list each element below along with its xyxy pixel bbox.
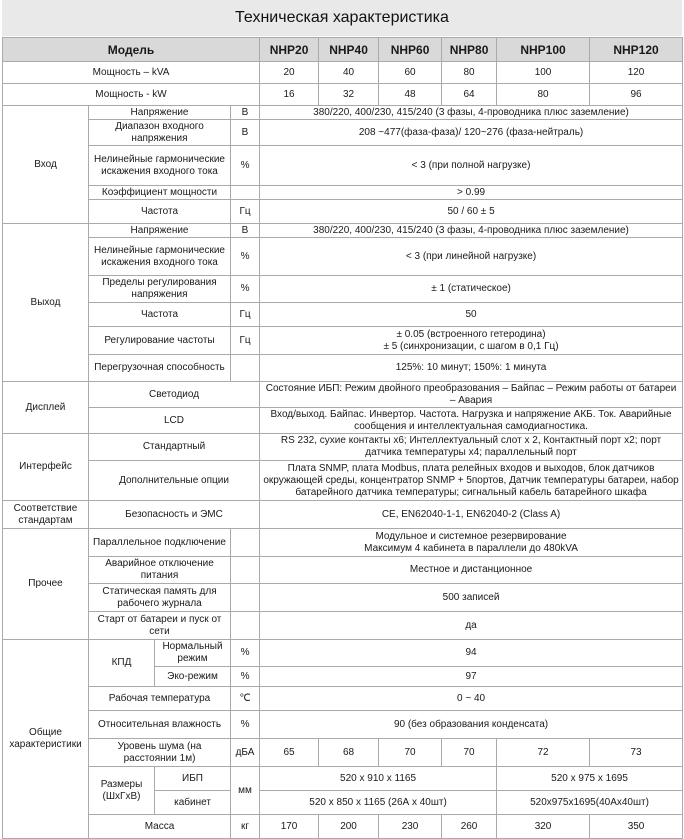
row-label: Перегрузочная способность — [89, 355, 231, 382]
value: 125%: 10 минут; 150%: 1 минута — [260, 355, 683, 382]
sub-label: ИБП — [155, 767, 231, 791]
value: 380/220, 400/230, 415/240 (3 фазы, 4-проводника плюс заземление) — [260, 224, 683, 238]
cell: 80 — [497, 84, 590, 106]
cell: 120 — [590, 62, 683, 84]
model-header: Модель — [3, 38, 260, 62]
row-label: Мощность - kW — [3, 84, 260, 106]
unit: Гц — [231, 200, 260, 224]
value: 90 (без образования конденсата) — [260, 711, 683, 739]
cell: 170 — [260, 815, 319, 839]
cell: 60 — [379, 62, 442, 84]
model-col: NHP20 — [260, 38, 319, 62]
value-line: Модульное и системное резервирование — [375, 530, 567, 542]
unit: Гц — [231, 327, 260, 355]
unit: % — [231, 276, 260, 303]
table-row — [3, 640, 683, 667]
unit: % — [231, 146, 260, 186]
value: ± 1 (статическое) — [260, 276, 683, 303]
value: 380/220, 400/230, 415/240 (3 фазы, 4-проводника плюс заземление) — [260, 106, 683, 120]
value: CE, EN62040-1-1, EN62040-2 (Class A) — [260, 501, 683, 529]
row-label: Диапазон входного напряжения — [89, 120, 231, 146]
table-row — [3, 120, 683, 146]
row-label: Параллельное подключение — [89, 529, 231, 557]
group-label-output: Выход — [3, 224, 89, 382]
unit — [231, 584, 260, 612]
group-label-standards: Соответствие стандартам — [3, 501, 89, 529]
row-label: Светодиод — [89, 382, 260, 408]
table-row — [3, 612, 683, 640]
cell: 350 — [590, 815, 683, 839]
cell: 32 — [319, 84, 379, 106]
group-label-other: Прочее — [3, 529, 89, 640]
sub-label: Нормальный режим — [155, 640, 231, 667]
value: 520 x 975 x 1695 — [497, 767, 683, 791]
row-label: Безопасность и ЭМС — [89, 501, 260, 529]
value-line: Максимум 4 кабинета в параллели до 480kVA — [364, 542, 578, 554]
unit — [231, 529, 260, 557]
unit — [231, 186, 260, 200]
value: да — [260, 612, 683, 640]
row-label: Стандартный — [89, 434, 260, 461]
row-label: Статическая память для рабочего журнала — [89, 584, 231, 612]
model-col: NHP80 — [442, 38, 497, 62]
cell: 73 — [590, 739, 683, 767]
unit: Гц — [231, 303, 260, 327]
group-label-general: Общие характеристики — [3, 640, 89, 839]
unit: % — [231, 640, 260, 667]
table-row — [3, 501, 683, 529]
table-row — [3, 461, 683, 501]
cell: 96 — [590, 84, 683, 106]
row-label: Частота — [89, 200, 231, 224]
cell: 100 — [497, 62, 590, 84]
table-row — [3, 276, 683, 303]
value: Плата SNMP, плата Modbus, плата релейных входов и выходов, блок датчиков окружающей среды, концентратор SNMP + 5портов, Датчик температуры батареи, набор батарейного датчика температуры; сигнальный кабель батарейного шкафа — [260, 461, 683, 501]
unit: мм — [231, 767, 260, 815]
table-row — [3, 327, 683, 355]
value: Вход/выход. Байпас. Инвертор. Частота. Нагрузка и напряжение АКБ. Ток. Аварийные сообщения и интеллектуальная самодиагностика. — [260, 408, 683, 434]
table-row — [3, 434, 683, 461]
cell: 20 — [260, 62, 319, 84]
cell: 16 — [260, 84, 319, 106]
cell: 64 — [442, 84, 497, 106]
value: Местное и дистанционное — [260, 557, 683, 584]
table-row — [3, 382, 683, 408]
row-label: Относительная влажность — [89, 711, 231, 739]
unit — [231, 612, 260, 640]
table-row — [3, 146, 683, 186]
table-row — [3, 557, 683, 584]
row-label: Уровень шума (на расстоянии 1м) — [89, 739, 231, 767]
cell: 72 — [497, 739, 590, 767]
table-row — [3, 711, 683, 739]
value: RS 232, сухие контакты х6; Интеллектуальный слот х 2, Контактный порт х2; порт датчика температуры х4; параллельный порт — [260, 434, 683, 461]
row-label: Размеры (ШхГхВ) — [89, 767, 155, 815]
unit: В — [231, 224, 260, 238]
table-row — [3, 687, 683, 711]
cell: 80 — [442, 62, 497, 84]
model-col: NHP40 — [319, 38, 379, 62]
row-label: Регулирование частоты — [89, 327, 231, 355]
row-label: КПД — [89, 640, 155, 687]
value — [260, 529, 683, 557]
row-label: Коэффициент мощности — [89, 186, 231, 200]
cell: 320 — [497, 815, 590, 839]
table-row — [3, 200, 683, 224]
row-label: Нелинейные гармонические искажения входного тока — [89, 238, 231, 276]
value: 520x975x1695(40Ах40шт) — [497, 791, 683, 815]
table-row — [3, 224, 683, 238]
value: 97 — [260, 667, 683, 687]
unit: В — [231, 120, 260, 146]
unit: % — [231, 667, 260, 687]
table-row — [3, 355, 683, 382]
cell: 70 — [442, 739, 497, 767]
value: 520 x 850 x 1165 (26А х 40шт) — [260, 791, 497, 815]
unit: кг — [231, 815, 260, 839]
spec-table — [2, 37, 683, 839]
row-label: Мощность – kVA — [3, 62, 260, 84]
table-row — [3, 815, 683, 839]
unit: дБА — [231, 739, 260, 767]
value: 50 / 60 ± 5 — [260, 200, 683, 224]
sub-label: Эко-режим — [155, 667, 231, 687]
table-row — [3, 62, 683, 84]
table-row — [3, 238, 683, 276]
unit: % — [231, 711, 260, 739]
value — [260, 327, 683, 355]
cell: 65 — [260, 739, 319, 767]
value: < 3 (при полной нагрузке) — [260, 146, 683, 186]
row-label: Частота — [89, 303, 231, 327]
value: 94 — [260, 640, 683, 667]
row-label: Старт от батареи и пуск от сети — [89, 612, 231, 640]
model-col: NHP120 — [590, 38, 683, 62]
sub-label: кабинет — [155, 791, 231, 815]
value: 0 ~ 40 — [260, 687, 683, 711]
unit: В — [231, 106, 260, 120]
cell: 48 — [379, 84, 442, 106]
group-label-display: Дисплей — [3, 382, 89, 434]
cell: 260 — [442, 815, 497, 839]
value: > 0.99 — [260, 186, 683, 200]
value: 50 — [260, 303, 683, 327]
cell: 200 — [319, 815, 379, 839]
value: 500 записей — [260, 584, 683, 612]
model-col: NHP100 — [497, 38, 590, 62]
row-label: Рабочая температура — [89, 687, 231, 711]
row-label: Пределы регулирования напряжения — [89, 276, 231, 303]
row-label: Масса — [89, 815, 231, 839]
table-row — [3, 529, 683, 557]
table-row — [3, 303, 683, 327]
group-label-interface: Интерфейс — [3, 434, 89, 501]
unit: ℃ — [231, 687, 260, 711]
row-label: Аварийное отключение питания — [89, 557, 231, 584]
table-row — [3, 186, 683, 200]
row-label: Нелинейные гармонические искажения входного тока — [89, 146, 231, 186]
table-row — [3, 408, 683, 434]
table-header-row — [3, 38, 683, 62]
value: 520 x 910 x 1165 — [260, 767, 497, 791]
unit — [231, 557, 260, 584]
cell: 230 — [379, 815, 442, 839]
value-line: ± 0.05 (встроенного гетеродина) — [396, 328, 546, 340]
table-row — [3, 767, 683, 791]
cell: 70 — [379, 739, 442, 767]
value: 208 ~477(фаза-фаза)/ 120~276 (фаза-нейтраль) — [260, 120, 683, 146]
value: < 3 (при линейной нагрузке) — [260, 238, 683, 276]
table-row — [3, 739, 683, 767]
row-label: Напряжение — [89, 106, 231, 120]
row-label: LCD — [89, 408, 260, 434]
table-row — [3, 584, 683, 612]
table-row — [3, 106, 683, 120]
value: Состояние ИБП: Режим двойного преобразования – Байпас – Режим работы от батареи – Авария — [260, 382, 683, 408]
unit: % — [231, 238, 260, 276]
cell: 40 — [319, 62, 379, 84]
value-line: ± 5 (синхронизации, с шагом в 0,1 Гц) — [383, 340, 559, 352]
cell: 68 — [319, 739, 379, 767]
model-col: NHP60 — [379, 38, 442, 62]
page-title: Техническая характеристика — [2, 0, 682, 36]
row-label: Дополнительные опции — [89, 461, 260, 501]
table-row — [3, 84, 683, 106]
unit — [231, 355, 260, 382]
row-label: Напряжение — [89, 224, 231, 238]
group-label-input: Вход — [3, 106, 89, 224]
